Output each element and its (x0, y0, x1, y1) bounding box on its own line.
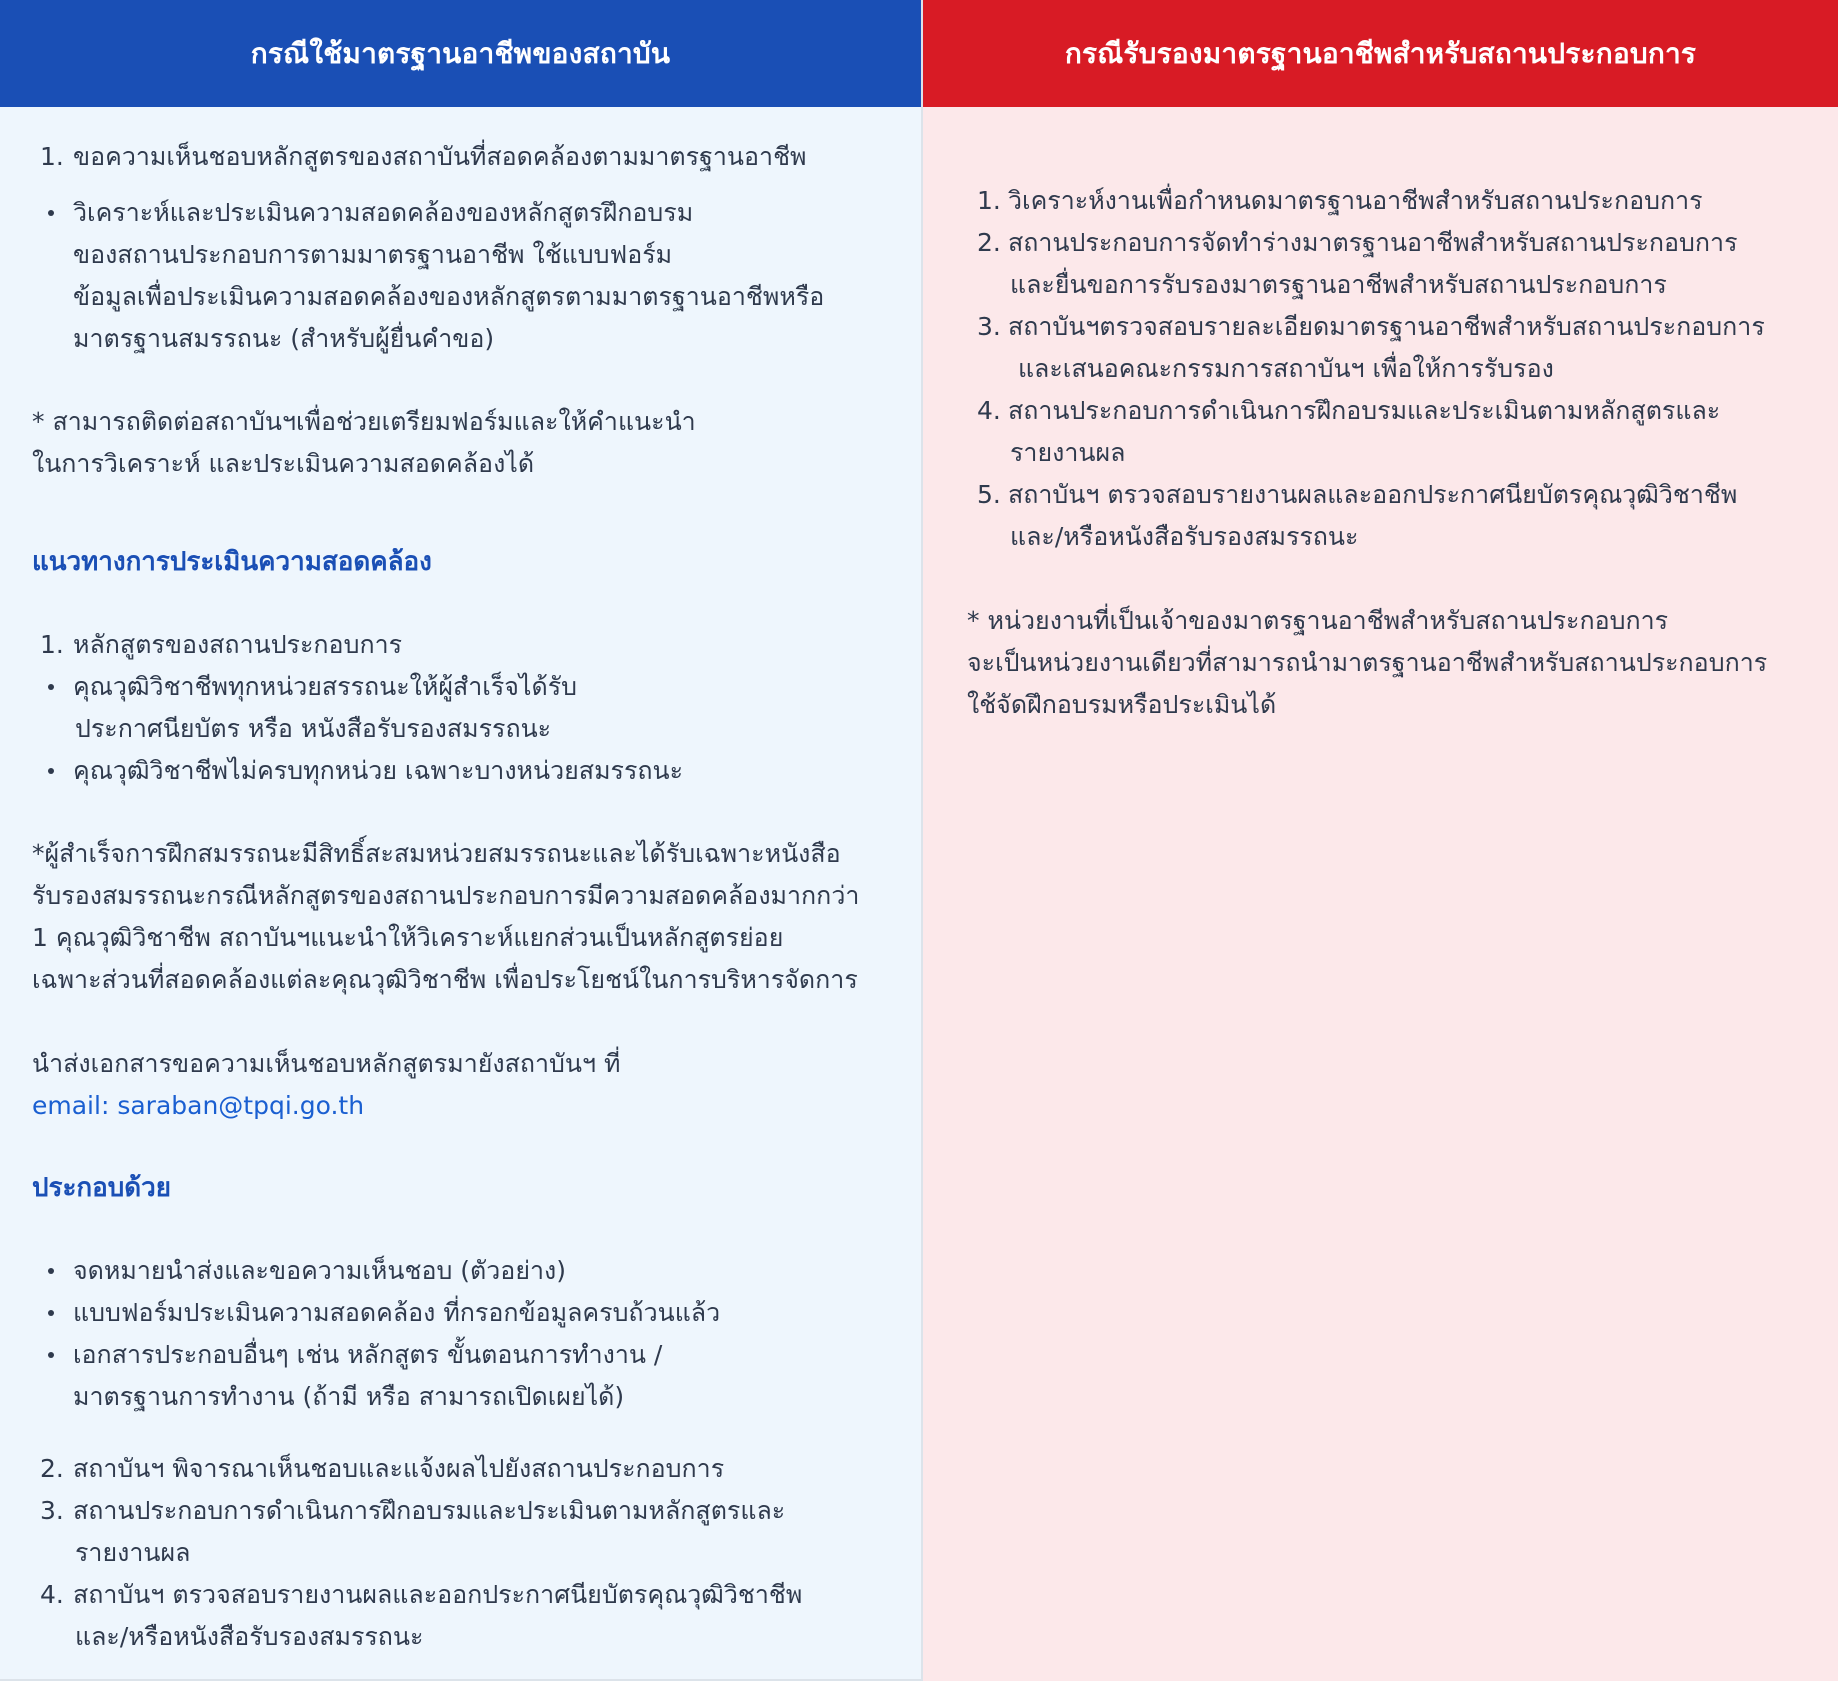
submit-text: นำส่งเอกสารขอความเห็นชอบหลักสูตรมายังสถาบันฯ ที่ (32, 1049, 621, 1078)
step-text: สถานประกอบการดำเนินการฝึกอบรมและประเมินตามหลักสูตรและ (73, 1496, 786, 1525)
compose-section (0, 1167, 923, 1209)
note-line: รับรองสมรรถนะกรณีหลักสูตรของสถานประกอบการมีความสอดคล้องมากกว่า (32, 881, 860, 910)
note-accumulate-units (0, 833, 923, 1001)
step-text: สถานประกอบการจัดทำร่างมาตรฐานอาชีพสำหรับสถานประกอบการ (1008, 228, 1738, 257)
step-text: สถาบันฯตรวจสอบรายละเอียดมาตรฐานอาชีพสำหรับสถานประกอบการ (1008, 312, 1765, 341)
step-1 (0, 136, 923, 178)
guide-number: 1. (40, 630, 64, 659)
step-text: และ/หรือหนังสือรับรองสมรรถนะ (1010, 522, 1359, 551)
bullet-text-line: มาตรฐานสมรรถนะ (สำหรับผู้ยื่นคำขอ) (73, 324, 495, 353)
step-text: สถานประกอบการดำเนินการฝึกอบรมและประเมินตามหลักสูตรและ (1008, 396, 1721, 425)
step-text: สถาบันฯ พิจารณาเห็นชอบและแจ้งผลไปยังสถานประกอบการ (73, 1454, 725, 1483)
step-text: รายงานผล (1010, 438, 1126, 467)
note-line: จะเป็นหน่วยงานเดียวที่สามารถนำมาตรฐานอาชีพสำหรับสถานประกอบการ (967, 648, 1768, 677)
bullet-text-line: ข้อมูลเพื่อประเมินความสอดคล้องของหลักสูตรตามมาตรฐานอาชีพหรือ (73, 282, 825, 311)
step-number: 3. (977, 312, 1001, 341)
compose-list (0, 1250, 923, 1418)
compose-bullet-line: แบบฟอร์มประเมินความสอดคล้อง ที่กรอกข้อมูลครบถ้วนแล้ว (73, 1298, 721, 1327)
step-text: วิเคราะห์งานเพื่อกำหนดมาตรฐานอาชีพสำหรับสถานประกอบการ (1008, 186, 1703, 215)
step-text: รายงานผล (75, 1538, 191, 1567)
step-number: 1. (977, 186, 1001, 215)
guide-heading: แนวทางการประเมินความสอดคล้อง (32, 547, 432, 577)
compose-bullet-line: มาตรฐานการทำงาน (ถ้ามี หรือ สามารถเปิดเผยได้) (73, 1382, 625, 1411)
step-number: 5. (977, 480, 1001, 509)
company-steps (0, 180, 1838, 558)
note-line: 1 คุณวุฒิวิชาชีพ สถาบันฯแนะนำให้วิเคราะห์แยกส่วนเป็นหลักสูตรย่อย (32, 923, 784, 952)
step-number: 2. (977, 228, 1001, 257)
company-standard-header: กรณีรับรองมาตรฐานอาชีพสำหรับสถานประกอบการ (923, 0, 1838, 107)
step-text: สถาบันฯ ตรวจสอบรายงานผลและออกประกาศนียบัตรคุณวุฒิวิชาชีพ (1008, 480, 1738, 509)
note-line: *ผู้สำเร็จการฝึกสมรรถนะมีสิทธิ์สะสมหน่วยสมรรถนะและได้รับเฉพาะหนังสือ (32, 839, 841, 868)
submit-info (0, 1043, 923, 1127)
step-number: 4. (40, 1580, 64, 1609)
compose-bullet-line: จดหมายนำส่งและขอความเห็นชอบ (ตัวอย่าง) (73, 1256, 566, 1285)
compose-bullet-line: เอกสารประกอบอื่นๆ เช่น หลักสูตร ขั้นตอนการทำงาน / (73, 1340, 663, 1369)
note-line: * หน่วยงานที่เป็นเจ้าของมาตรฐานอาชีพสำหรับสถานประกอบการ (967, 606, 1669, 635)
step-text: ขอความเห็นชอบหลักสูตรของสถาบันที่สอดคล้องตามมาตรฐานอาชีพ (73, 142, 807, 171)
step-number: 1. (40, 142, 64, 171)
bullet-text-line: วิเคราะห์และประเมินความสอดคล้องของหลักสูตรฝึกอบรม (73, 198, 694, 227)
step-text: และ/หรือหนังสือรับรองสมรรถนะ (75, 1622, 424, 1651)
note-line: เฉพาะส่วนที่สอดคล้องแต่ละคุณวุฒิวิชาชีพ เพื่อประโยชน์ในการบริหารจัดการ (32, 965, 858, 994)
steps-rest (0, 1448, 923, 1658)
step-text: สถาบันฯ ตรวจสอบรายงานผลและออกประกาศนียบัตรคุณวุฒิวิชาชีพ (73, 1580, 803, 1609)
step-text: และยื่นขอการรับรองมาตรฐานอาชีพสำหรับสถานประกอบการ (1010, 270, 1667, 299)
guide-bullet-line: ประกาศนียบัตร หรือ หนังสือรับรองสมรรถนะ (75, 714, 552, 743)
institute-standard-header: กรณีใช้มาตรฐานอาชีพของสถาบัน (0, 0, 921, 107)
company-note (0, 600, 1838, 726)
note-line: * สามารถติดต่อสถาบันฯเพื่อช่วยเตรียมฟอร์มและให้คำแนะนำ (32, 407, 696, 436)
step-text: และเสนอคณะกรรมการสถาบันฯ เพื่อให้การรับรอง (1010, 354, 1554, 383)
guide-bullet-line: คุณวุฒิวิชาชีพทุกหน่วยสรรถนะให้ผู้สำเร็จได้รับ (73, 672, 578, 701)
guide-item: หลักสูตรของสถานประกอบการ (73, 630, 403, 659)
email-link[interactable]: email: saraban@tpqi.go.th (32, 1091, 365, 1120)
guide-bullet-line: คุณวุฒิวิชาชีพไม่ครบทุกหน่วย เฉพาะบางหน่วยสมรรถนะ (73, 756, 684, 785)
company-standard-column (923, 0, 1838, 1681)
bullet-text-line: ของสถานประกอบการตามมาตรฐานอาชีพ ใช้แบบฟอร์ม (73, 240, 673, 269)
step-number: 2. (40, 1454, 64, 1483)
compose-heading: ประกอบด้วย (32, 1173, 172, 1203)
note-line: ใช้จัดฝึกอบรมหรือประเมินได้ (967, 690, 1277, 719)
step-number: 4. (977, 396, 1001, 425)
note-line: ในการวิเคราะห์ และประเมินความสอดคล้องได้ (32, 449, 535, 478)
step-number: 3. (40, 1496, 64, 1525)
